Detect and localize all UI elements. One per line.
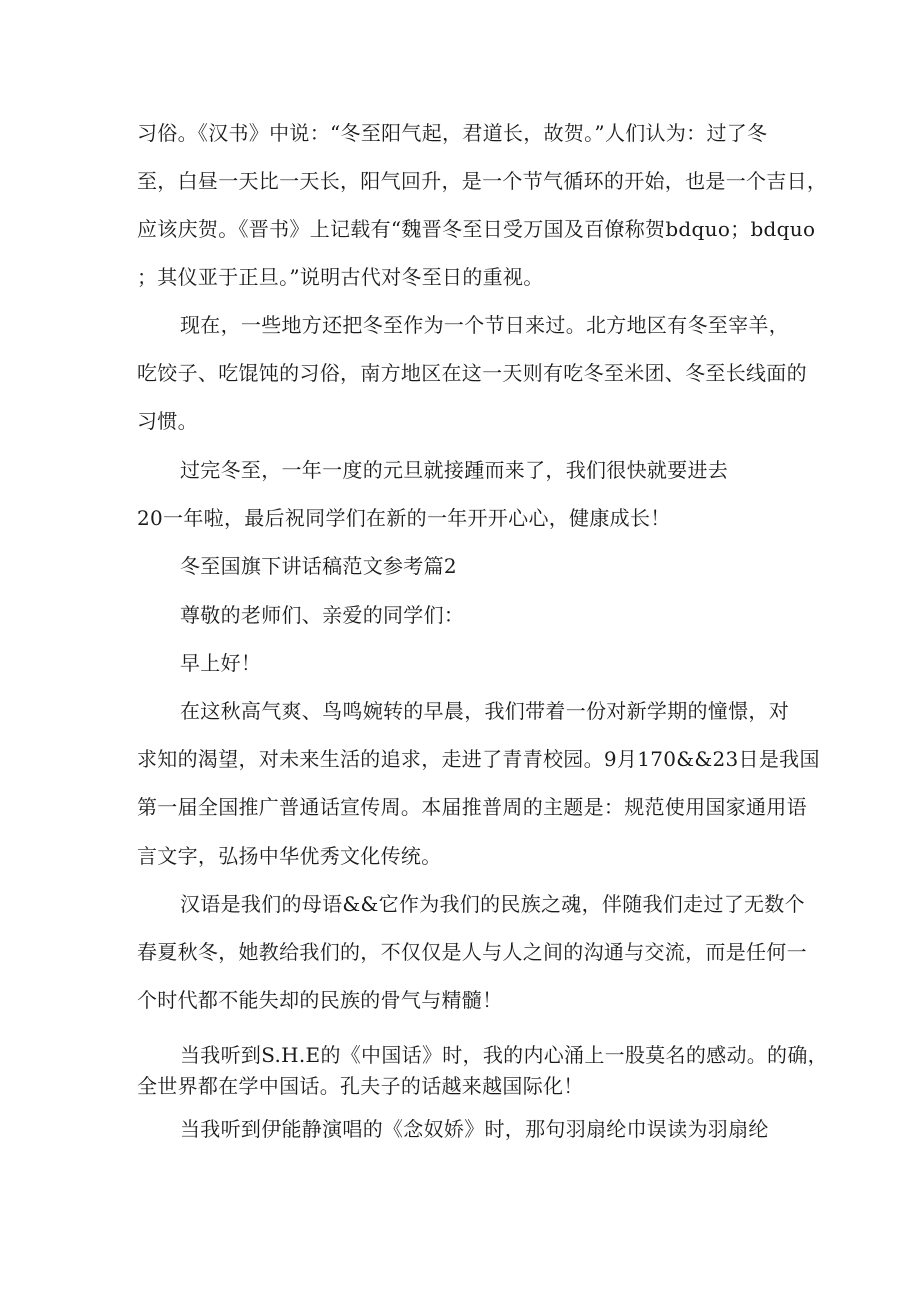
paragraph-first-line: 过完冬至，一年一度的元旦就接踵而来了，我们很快就要进去 xyxy=(180,458,729,482)
paragraph-first-line: 在这秋高气爽、鸟鸣婉转的早晨，我们带着一份对新学期的憧憬，对 xyxy=(180,699,789,723)
greeting: 早上好！ xyxy=(180,651,262,675)
text-line: 至，白昼一天比一天长，阳气回升，是一个节气循环的开始，也是一个吉日， xyxy=(137,169,828,193)
text-line: 习俗。《汉书》中说：“冬至阳气起，君道长，故贺。”人们认为：过了冬 xyxy=(137,121,768,145)
paragraph-first-line: 当我听到S.H.E的《中国话》时，我的内心涌上一股莫名的感动。的确， xyxy=(180,1043,828,1067)
text-line: 言文字，弘扬中华优秀文化传统。 xyxy=(137,844,442,868)
paragraph-first-line: 现在，一些地方还把冬至作为一个节日来过。北方地区有冬至宰羊， xyxy=(180,313,789,337)
text-line: 全世界都在学中国话。孔夫子的话越来越国际化！ xyxy=(137,1074,584,1098)
text-line: 第一届全国推广普通话宣传周。本届推普周的主题是：规范使用国家通用语 xyxy=(137,795,807,819)
text-line: 求知的渴望，对未来生活的追求，走进了青青校园。9月170&&23日是我国 xyxy=(137,747,820,771)
salutation: 尊敬的老师们、亲爱的同学们： xyxy=(180,603,465,627)
text-line: 春夏秋冬，她教给我们的，不仅仅是人与人之间的沟通与交流，而是任何一 xyxy=(137,940,807,964)
text-line: 个时代都不能失却的民族的骨气与精髓！ xyxy=(137,988,503,1012)
text-line: 应该庆贺。《晋书》上记载有“魏晋冬至日受万国及百僚称贺bdquo；bdquo xyxy=(137,217,816,241)
text-line: 20一年啦，最后祝同学们在新的一年开开心心，健康成长！ xyxy=(137,506,671,530)
paragraph-first-line: 当我听到伊能静演唱的《念奴娇》时，那句羽扇纶巾误读为羽扇纶 xyxy=(180,1117,769,1141)
text-line: 习惯。 xyxy=(137,409,198,433)
text-line: ；其仪亚于正旦。”说明古代对冬至日的重视。 xyxy=(137,265,544,289)
text-line: 吃饺子、吃馄饨的习俗，南方地区在这一天则有吃冬至米团、冬至长线面的 xyxy=(137,361,807,385)
paragraph-first-line: 汉语是我们的母语&&它作为我们的民族之魂，伴随我们走过了无数个 xyxy=(180,892,805,916)
section-heading: 冬至国旗下讲话稿范文参考篇2 xyxy=(180,554,457,578)
